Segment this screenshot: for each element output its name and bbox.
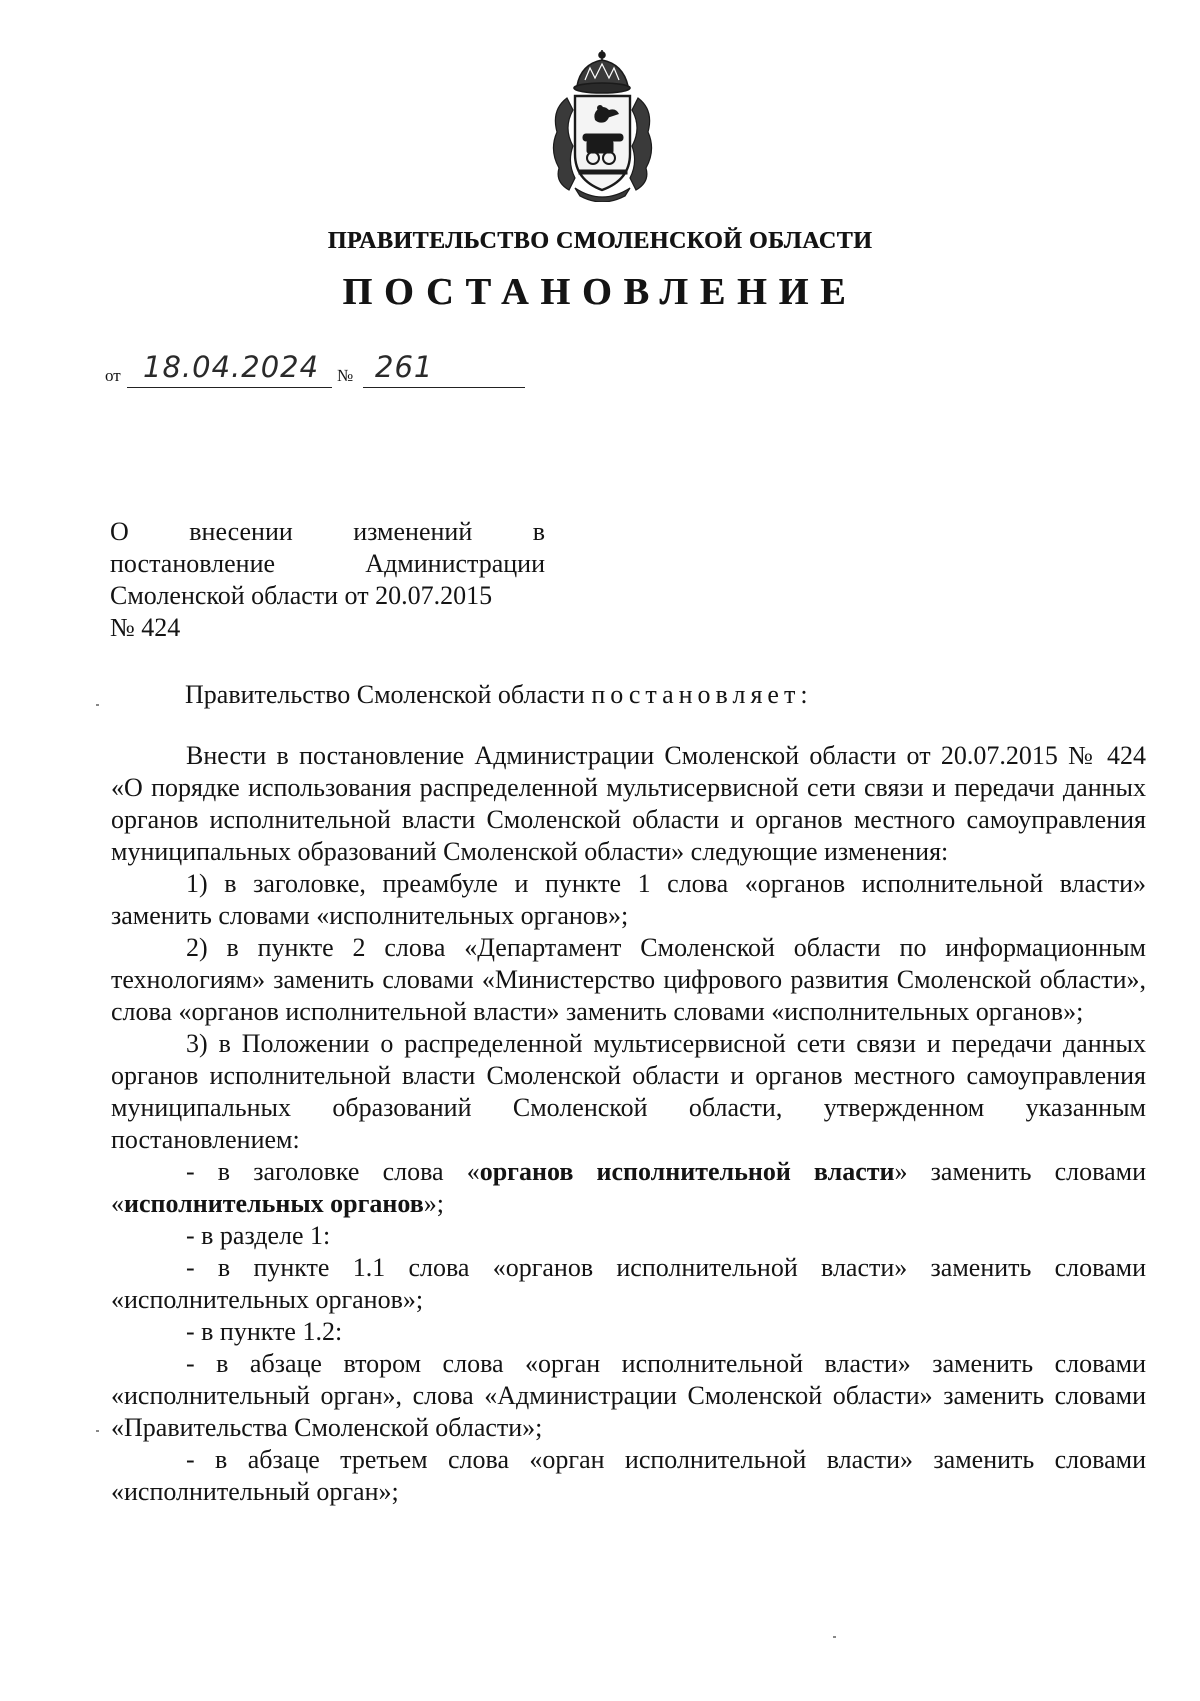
date-handwritten: 18.04.2024 — [143, 350, 320, 384]
item-1-paragraph: 1) в заголовке, преамбуле и пункте 1 слова «органов исполнительной власти» заменить словами «исполнительных органов»; — [111, 869, 1146, 930]
scan-speck — [96, 704, 99, 706]
date-number-line — [105, 350, 525, 390]
sub-item-text: » заменить словами « — [111, 1157, 1146, 1218]
sub-item-1-1-paragraph: - в пункте 1.1 слова «органов исполнительной власти» заменить словами «исполнительных органов»; — [111, 1253, 1146, 1314]
sub-item-section-paragraph: - в разделе 1: — [186, 1221, 331, 1250]
subject-line: О внесении изменений в — [110, 517, 545, 546]
sub-item-text: »; — [423, 1189, 445, 1218]
decree-verb: постановляет: — [591, 680, 813, 709]
sub-item-1-2-paragraph: - в пункте 1.2: — [186, 1317, 343, 1346]
subject-line: Смоленской области от 20.07.2015 — [110, 581, 493, 610]
sub-item-title-paragraph — [111, 1156, 1146, 1220]
item-3-paragraph: 3) в Положении о распределенной мультисервисной сети связи и передачи данных органов исполнительной власти Смоленской области и органов местного самоуправления муниципальных образований Смоленской области, утвержденном указанным постановлением: — [111, 1029, 1146, 1154]
number-underline — [363, 387, 525, 388]
decree-statement — [185, 680, 813, 710]
number-prefix: № — [337, 366, 354, 385]
sub-item-bold-text: органов исполнительной власти — [479, 1157, 895, 1186]
scan-speck — [96, 1430, 99, 1432]
date-underline — [127, 387, 332, 388]
sub-item-bold-text: исполнительных органов — [124, 1189, 424, 1218]
subject-line: постановление Администрации — [110, 549, 545, 578]
smolensk-coat-of-arms-emblem — [545, 50, 660, 202]
document-subject — [110, 516, 545, 644]
date-prefix: от — [105, 366, 121, 385]
number-handwritten: 261 — [375, 350, 434, 384]
sub-item-abzac-3-paragraph: - в абзаце третьем слова «орган исполнительной власти» заменить словами «исполнительный орган»; — [111, 1445, 1146, 1506]
scan-speck — [833, 1636, 836, 1638]
intro-paragraph: Внести в постановление Администрации Смоленской области от 20.07.2015 № 424 «О порядке использования распределенной мультисервисной сети связи и передачи данных органов исполнительной власти Смоленской области и органов местного самоуправления муниципальных образований Смоленской области» следующие изменения: — [111, 741, 1146, 866]
organization-title: ПРАВИТЕЛЬСТВО СМОЛЕНСКОЙ ОБЛАСТИ — [327, 228, 873, 254]
document-body — [111, 740, 1146, 1508]
sub-item-text: - в заголовке слова « — [186, 1157, 480, 1186]
decree-lead: Правительство Смоленской области — [185, 680, 585, 709]
document-type-heading: ПОСТАНОВЛЕНИЕ — [342, 271, 858, 313]
sub-item-abzac-2-paragraph: - в абзаце втором слова «орган исполнительной власти» заменить словами «исполнительный орган», слова «Администрации Смоленской области» заменить словами «Правительства Смоленской области»; — [111, 1349, 1146, 1442]
subject-line: № 424 — [110, 613, 181, 642]
item-2-paragraph: 2) в пункте 2 слова «Департамент Смоленской области по информационным технологиям» заменить словами «Министерство цифрового развития Смоленской области», слова «органов исполнительной власти» заменить словами «исполнительных органов»; — [111, 933, 1146, 1026]
